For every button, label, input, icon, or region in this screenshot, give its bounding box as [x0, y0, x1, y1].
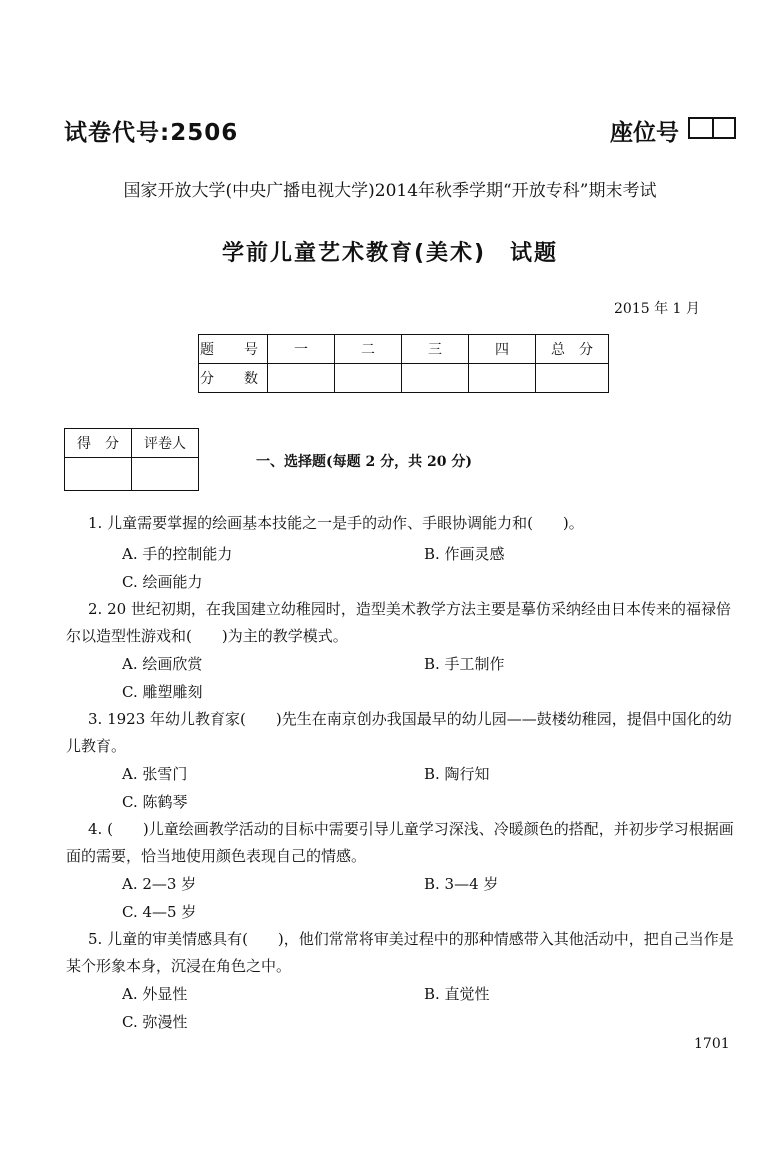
grader-name-label: 评卷人	[132, 429, 199, 458]
option-a: A. 张雪门	[122, 765, 188, 783]
option-b: B. 手工制作	[424, 655, 505, 673]
seat-number-label: 座位号	[610, 120, 679, 146]
score-blank-cell[interactable]	[469, 364, 536, 393]
score-table-cell: 题 号	[199, 335, 268, 364]
option-c: C. 弥漫性	[122, 1013, 188, 1031]
exam-title: 学前儿童艺术教育(美术) 试题	[221, 241, 559, 266]
score-table-cell: 二	[335, 335, 402, 364]
score-table-score-row	[199, 364, 609, 393]
option-a: A. 绘画欣赏	[122, 655, 203, 673]
option-c: C. 绘画能力	[122, 573, 203, 591]
exam-code: 试卷代号:2506	[64, 120, 239, 146]
exam-date: 2015 年 1 月	[614, 301, 700, 317]
section-title: 一、选择题(每题 2 分，共 20 分)	[256, 454, 472, 470]
option-b: B. 作画灵感	[424, 545, 505, 563]
exam-header: 国家开放大学(中央广播电视大学)2014年秋季学期“开放专科”期末考试	[123, 181, 657, 201]
score-table-cell: 三	[402, 335, 469, 364]
score-table-cell: 一	[268, 335, 335, 364]
grader-score-blank[interactable]	[65, 458, 132, 491]
score-table	[198, 334, 609, 393]
grader-name-blank[interactable]	[132, 458, 199, 491]
question-stem: 4. ( )儿童绘画教学活动的目标中需要引导儿童学习深浅、冷暖颜色的搭配，并初步学习根据画面的需要，恰当地使用颜色表现自己的情感。	[66, 820, 734, 865]
score-blank-cell[interactable]	[402, 364, 469, 393]
score-blank-cell[interactable]	[268, 364, 335, 393]
grader-score-label: 得 分	[65, 429, 132, 458]
question-stem: 2. 20 世纪初期，在我国建立幼稚园时，造型美术教学方法主要是摹仿采纳经由日本传来的福禄倍尔以造型性游戏和( )为主的教学模式。	[66, 600, 731, 645]
score-blank-cell[interactable]	[536, 364, 609, 393]
score-table-cell: 分 数	[199, 364, 268, 393]
option-c: C. 雕塑雕刻	[122, 683, 203, 701]
option-b: B. 陶行知	[424, 765, 490, 783]
question-stem: 1. 儿童需要掌握的绘画基本技能之一是手的动作、手眼协调能力和( )。	[88, 514, 584, 532]
option-b: B. 3—4 岁	[424, 875, 499, 893]
option-a: A. 外显性	[122, 985, 188, 1003]
option-c: C. 陈鹤琴	[122, 793, 188, 811]
grader-table	[64, 428, 199, 491]
score-table-cell: 总 分	[536, 335, 609, 364]
score-blank-cell[interactable]	[335, 364, 402, 393]
score-table-cell: 四	[469, 335, 536, 364]
question-stem: 5. 儿童的审美情感具有( )，他们常常将审美过程中的那种情感带入其他活动中，把自己当作是某个形象本身，沉浸在角色之中。	[66, 930, 734, 975]
question-stem: 3. 1923 年幼儿教育家( )先生在南京创办我国最早的幼儿园——鼓楼幼稚园，提倡中国化的幼儿教育。	[66, 710, 732, 755]
option-a: A. 手的控制能力	[122, 545, 233, 563]
seat-number-box	[688, 117, 736, 139]
score-table-header-row	[199, 335, 609, 364]
option-b: B. 直觉性	[424, 985, 490, 1003]
option-c: C. 4—5 岁	[122, 903, 197, 921]
page-number: 1701	[694, 1036, 730, 1052]
option-a: A. 2—3 岁	[122, 875, 197, 893]
